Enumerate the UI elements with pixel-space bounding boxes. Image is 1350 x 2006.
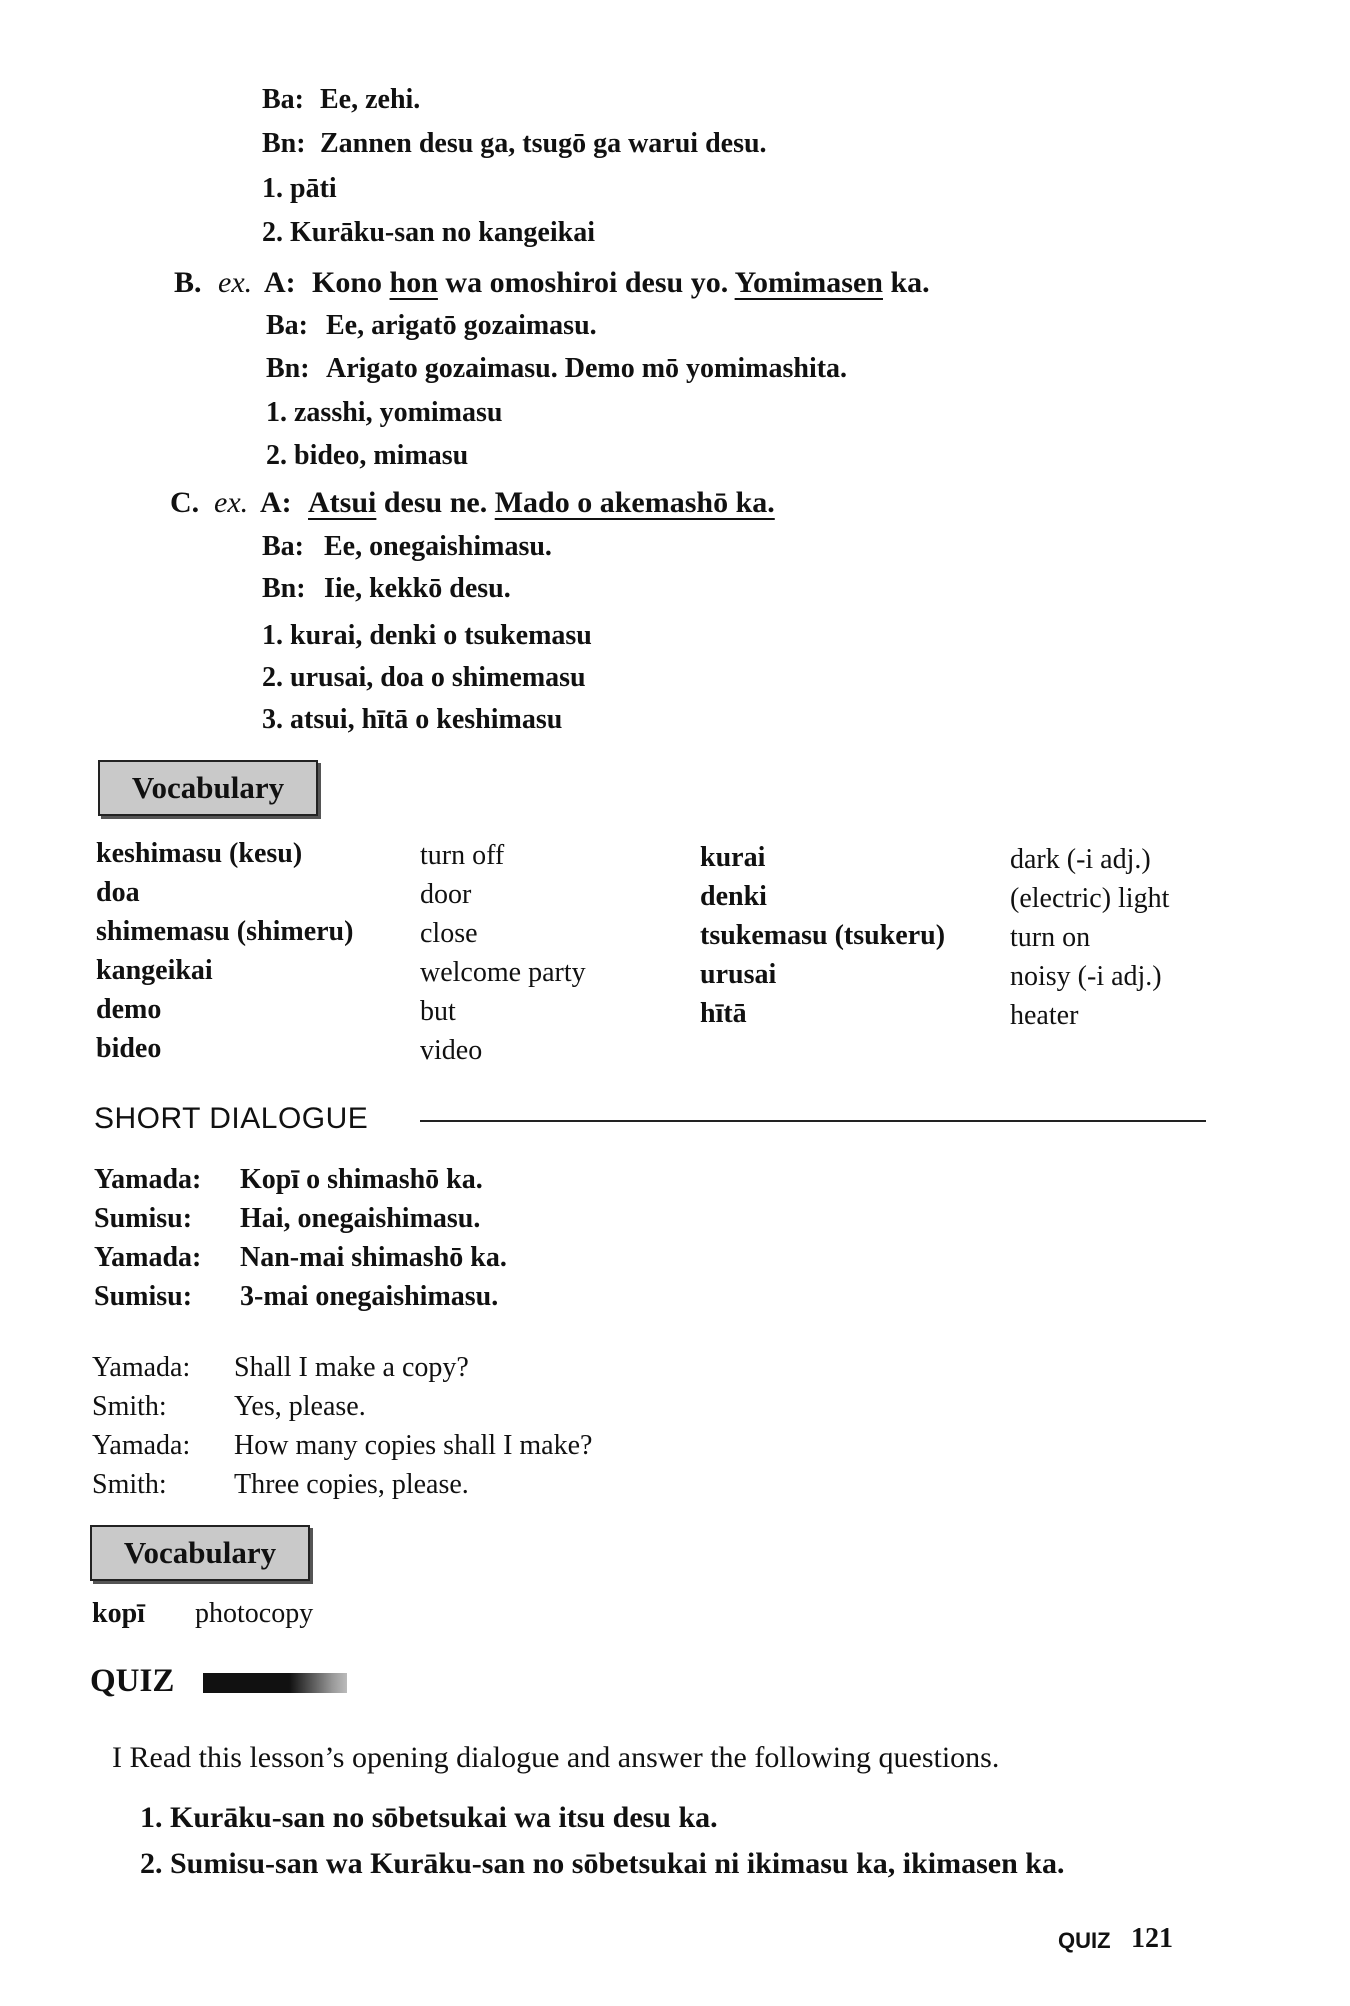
quiz-heading: QUIZ xyxy=(90,1663,175,1699)
drill-text: Ee, zehi. xyxy=(320,84,421,115)
dialogue-row xyxy=(92,1348,592,1387)
vocab-term: denki xyxy=(700,881,767,912)
dialogue-row xyxy=(92,1465,592,1504)
drill-text: desu ne. xyxy=(383,486,488,519)
dialogue-speaker: Smith: xyxy=(92,1391,167,1422)
dialogue-speaker: Sumisu: xyxy=(94,1203,193,1234)
drill-text: Kono xyxy=(312,266,383,299)
vocab-term: bideo xyxy=(96,1033,162,1064)
vocab-definition: close xyxy=(420,918,478,949)
vocab-definition: but xyxy=(420,996,456,1027)
vocab-term: keshimasu (kesu) xyxy=(96,838,303,869)
drill-a-bn-line xyxy=(262,128,767,160)
vocabulary-heading: Vocabulary xyxy=(98,760,318,816)
substitution-slot: Atsui xyxy=(308,486,377,519)
vocab-defs-column-1 xyxy=(420,836,586,1070)
drill-c-example-line xyxy=(170,486,775,520)
dialogue-english xyxy=(92,1348,592,1504)
vocab-definition: turn off xyxy=(420,840,505,871)
dialogue-line: Nan-mai shimashō ka. xyxy=(240,1242,507,1273)
vocab-entry xyxy=(92,1598,313,1630)
dialogue-line: 3-mai onegaishimasu. xyxy=(240,1281,499,1312)
speaker-label: A: xyxy=(264,266,296,299)
drill-a-ba-line xyxy=(262,84,420,116)
vocab-definition: (electric) light xyxy=(1010,883,1170,914)
speaker-label: Ba: xyxy=(262,84,304,115)
drill-c-ba-line xyxy=(262,531,552,563)
dialogue-row xyxy=(94,1238,507,1277)
vocab-term: kurai xyxy=(700,842,766,873)
dialogue-speaker: Yamada: xyxy=(92,1430,191,1461)
dialogue-line: Three copies, please. xyxy=(234,1469,469,1500)
substitution-slot: hon xyxy=(389,266,438,299)
vocab-definition: dark (-i adj.) xyxy=(1010,844,1151,875)
drill-text: ka. xyxy=(890,266,930,299)
vocab-term: kopī xyxy=(92,1598,145,1629)
dialogue-speaker: Yamada: xyxy=(92,1352,191,1383)
dialogue-japanese xyxy=(94,1160,507,1316)
vocab-term: hītā xyxy=(700,998,747,1029)
dialogue-speaker: Sumisu: xyxy=(94,1281,193,1312)
dialogue-row xyxy=(92,1387,592,1426)
dialogue-speaker: Yamada: xyxy=(94,1164,202,1195)
vocab-term: tsukemasu (tsukeru) xyxy=(700,920,946,951)
vocab-term: shimemasu (shimeru) xyxy=(96,916,354,947)
substitution-slot: Mado o akemashō ka. xyxy=(494,486,775,519)
vocab-term: demo xyxy=(96,994,162,1025)
dialogue-row xyxy=(92,1426,592,1465)
dialogue-line: Shall I make a copy? xyxy=(234,1352,469,1383)
drill-letter: C. xyxy=(170,486,200,519)
dialogue-line: Hai, onegaishimasu. xyxy=(240,1203,481,1234)
drill-b-bn-line xyxy=(266,353,847,385)
drill-item: 3. atsui, hītā o keshimasu xyxy=(262,704,563,735)
substitution-slot: Yomimasen xyxy=(734,266,883,299)
vocab-definition: noisy (-i adj.) xyxy=(1010,961,1162,992)
drill-c-bn-line xyxy=(262,573,511,605)
drill-letter: B. xyxy=(174,266,202,299)
speaker-label: Bn: xyxy=(262,128,306,159)
vocab-definition: turn on xyxy=(1010,922,1091,953)
quiz-instruction: I Read this lesson’s opening dialogue and answer the following questions. xyxy=(112,1741,1000,1774)
drill-item: 1. kurai, denki o tsukemasu xyxy=(262,620,592,651)
vocab-term: doa xyxy=(96,877,140,908)
speaker-label: Bn: xyxy=(262,573,306,604)
drill-text: Ee, onegaishimasu. xyxy=(324,531,552,562)
dialogue-speaker: Smith: xyxy=(92,1469,167,1500)
vocab-term: urusai xyxy=(700,959,777,990)
dialogue-speaker: Yamada: xyxy=(94,1242,202,1273)
drill-item: 2. Kurāku-san no kangeikai xyxy=(262,217,595,248)
vocabulary-heading: Vocabulary xyxy=(90,1525,310,1581)
drill-b-ba-line xyxy=(266,310,597,342)
running-footer-section: QUIZ xyxy=(1058,1928,1111,1953)
vocab-definition: photocopy xyxy=(195,1598,314,1629)
vocab-definition: heater xyxy=(1010,1000,1079,1031)
speaker-label: Ba: xyxy=(262,531,304,562)
example-marker: ex. xyxy=(214,486,249,519)
heading-rule xyxy=(420,1120,1206,1122)
drill-text: Iie, kekkō desu. xyxy=(324,573,511,604)
vocab-terms-column-1 xyxy=(96,834,353,1068)
quiz-heading-bar xyxy=(203,1673,347,1693)
vocab-definition: welcome party xyxy=(420,957,586,988)
short-dialogue-heading: SHORT DIALOGUE xyxy=(94,1102,369,1135)
vocab-definition: video xyxy=(420,1035,483,1066)
dialogue-row xyxy=(94,1277,507,1316)
vocab-defs-column-2 xyxy=(1010,840,1169,1035)
example-marker: ex. xyxy=(218,266,253,299)
quiz-question: 2. Sumisu-san wa Kurāku-san no sōbetsukai ni ikimasu ka, ikimasen ka. xyxy=(140,1847,1065,1880)
drill-b-example-line xyxy=(174,266,930,300)
speaker-label: A: xyxy=(260,486,292,519)
speaker-label: Bn: xyxy=(266,353,310,384)
drill-text: wa omoshiroi desu yo. xyxy=(445,266,729,299)
drill-text: Zannen desu ga, tsugō ga warui desu. xyxy=(320,128,767,159)
dialogue-line: Kopī o shimashō ka. xyxy=(240,1164,483,1195)
drill-item: 1. pāti xyxy=(262,173,337,204)
dialogue-row xyxy=(94,1199,507,1238)
dialogue-line: Yes, please. xyxy=(234,1391,366,1422)
speaker-label: Ba: xyxy=(266,310,308,341)
vocab-definition: door xyxy=(420,879,472,910)
drill-text: Ee, arigatō gozaimasu. xyxy=(326,310,597,341)
drill-text: Arigato gozaimasu. Demo mō yomimashita. xyxy=(326,353,848,384)
vocab-term: kangeikai xyxy=(96,955,213,986)
quiz-question: 1. Kurāku-san no sōbetsukai wa itsu desu ka. xyxy=(140,1801,718,1834)
dialogue-row xyxy=(94,1160,507,1199)
page-number: 121 xyxy=(1131,1923,1173,1954)
drill-item: 2. urusai, doa o shimemasu xyxy=(262,662,586,693)
drill-item: 1. zasshi, yomimasu xyxy=(266,397,503,428)
dialogue-line: How many copies shall I make? xyxy=(234,1430,593,1461)
vocab-terms-column-2 xyxy=(700,838,945,1033)
drill-item: 2. bideo, mimasu xyxy=(266,440,469,471)
